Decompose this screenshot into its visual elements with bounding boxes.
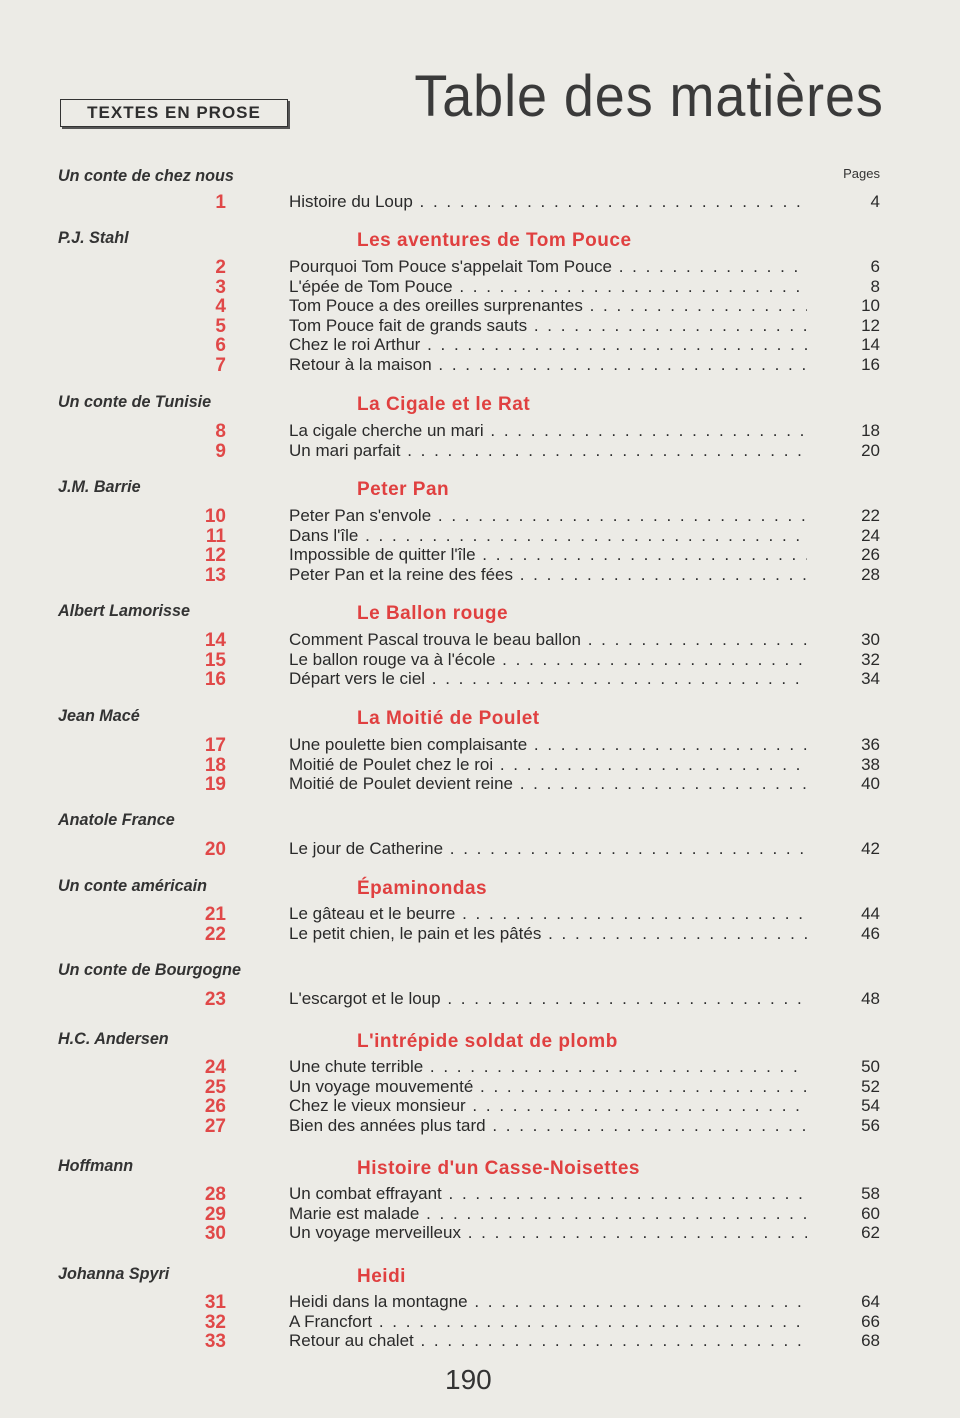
entry-list — [0, 839, 960, 859]
entry-title[interactable]: Le gâteau et le beurre . . . — [289, 904, 807, 924]
entry-number: 12 — [204, 545, 226, 566]
entry-number: 29 — [204, 1203, 226, 1225]
toc-entry[interactable] — [0, 1116, 960, 1136]
entry-page: 22 — [861, 506, 880, 525]
toc-entry[interactable] — [0, 630, 960, 650]
entry-number: 32 — [204, 1311, 226, 1333]
toc-entry[interactable] — [0, 924, 960, 944]
toc-entry[interactable] — [0, 316, 960, 336]
entry-number: 28 — [204, 1184, 226, 1205]
entry-page: 32 — [861, 649, 880, 669]
entry-list — [0, 257, 960, 374]
toc-entry[interactable] — [0, 989, 960, 1009]
author-name: J.M. Barrie — [58, 477, 141, 496]
entry-list — [0, 989, 960, 1009]
entry-title[interactable]: Tom Pouce fait de grands sauts . . . — [289, 316, 807, 336]
entry-title[interactable]: Moitié de Poulet chez le roi . . . — [289, 755, 807, 775]
toc-entry[interactable] — [0, 192, 960, 212]
entry-number: 4 — [215, 296, 226, 317]
story-title[interactable]: Épaminondas — [357, 878, 488, 899]
entry-title[interactable]: Heidi dans la montagne . . . — [289, 1292, 807, 1312]
story-title[interactable]: Heidi — [357, 1266, 406, 1287]
entry-page: 52 — [861, 1076, 880, 1096]
entry-title[interactable]: Un mari parfait . . . — [289, 441, 807, 461]
author-name: H.C. Andersen — [58, 1029, 169, 1048]
author-name: Albert Lamorisse — [58, 601, 190, 620]
entry-number: 8 — [215, 421, 226, 442]
entry-number: 30 — [204, 1223, 226, 1244]
entry-number: 25 — [204, 1076, 226, 1098]
toc-entry[interactable] — [0, 1184, 960, 1204]
toc-entry[interactable] — [0, 1204, 960, 1224]
toc-entry[interactable] — [0, 277, 960, 297]
toc-entry[interactable] — [0, 296, 960, 316]
page-number: 190 — [445, 1364, 492, 1395]
story-title[interactable]: Le Ballon rouge — [357, 603, 509, 624]
entry-title[interactable]: Un voyage mouvementé . . . — [289, 1077, 807, 1097]
toc-entry[interactable] — [0, 1096, 960, 1116]
entry-number: 19 — [204, 774, 226, 795]
entry-list — [0, 421, 960, 460]
entry-page: 56 — [861, 1115, 880, 1135]
entry-title[interactable]: Histoire du Loup . . . — [289, 192, 807, 212]
toc-entry[interactable] — [0, 565, 960, 585]
entry-number: 7 — [215, 354, 226, 376]
author-name: Un conte de Bourgogne — [58, 960, 242, 979]
entry-page: 34 — [861, 669, 880, 688]
entry-page: 30 — [861, 630, 880, 649]
toc-entry[interactable] — [0, 526, 960, 546]
entry-list — [0, 1184, 960, 1243]
story-title[interactable]: Histoire d'un Casse-Noisettes — [357, 1158, 640, 1179]
story-title[interactable]: La Cigale et le Rat — [357, 394, 531, 415]
toc-entry[interactable] — [0, 1292, 960, 1312]
entry-number: 22 — [204, 923, 226, 945]
author-name: Un conte de Tunisie — [58, 392, 212, 411]
entry-number: 18 — [204, 754, 226, 776]
entry-list — [0, 192, 960, 212]
entry-title[interactable]: Retour au chalet . . . — [289, 1331, 807, 1351]
entry-number: 3 — [215, 276, 226, 298]
entry-title[interactable]: Marie est malade . . . — [289, 1204, 807, 1224]
toc-entry[interactable] — [0, 755, 960, 775]
entry-page: 48 — [861, 989, 880, 1008]
author-name: Un conte américain — [58, 876, 207, 895]
entry-title[interactable]: L'escargot et le loup . . . — [289, 989, 807, 1009]
author-name: Un conte de chez nous — [58, 166, 234, 185]
toc-entry[interactable] — [0, 545, 960, 565]
entry-number: 5 — [215, 315, 226, 337]
entry-title[interactable]: Tom Pouce a des oreilles surprenantes . . . — [289, 296, 807, 316]
entry-number: 11 — [205, 525, 226, 547]
entry-page: 64 — [861, 1292, 880, 1311]
story-title[interactable]: Peter Pan — [357, 479, 450, 500]
entry-title[interactable]: Un voyage merveilleux . . . — [289, 1223, 807, 1243]
entry-list — [0, 1057, 960, 1135]
entry-page: 54 — [861, 1096, 880, 1115]
toc-entry[interactable] — [0, 650, 960, 670]
entry-list — [0, 506, 960, 584]
toc-entry[interactable] — [0, 1312, 960, 1332]
author-name: Johanna Spyri — [58, 1264, 170, 1283]
entry-title[interactable]: Chez le vieux monsieur . . . — [289, 1096, 807, 1116]
story-title[interactable]: L'intrépide soldat de plomb — [357, 1031, 618, 1052]
entry-number: 17 — [204, 735, 226, 756]
entry-number: 21 — [204, 904, 226, 925]
entry-page: 38 — [861, 754, 880, 774]
entry-title[interactable]: Bien des années plus tard . . . — [289, 1116, 807, 1136]
author-name: Jean Macé — [58, 706, 140, 725]
entry-page: 36 — [861, 735, 880, 754]
toc-entry[interactable] — [0, 257, 960, 277]
entry-page: 14 — [861, 335, 880, 354]
toc-entry[interactable] — [0, 774, 960, 794]
entry-title[interactable]: Dans l'île . . . — [289, 526, 807, 546]
toc-entry[interactable] — [0, 839, 960, 859]
entry-title[interactable]: Impossible de quitter l'île . . . — [289, 545, 807, 565]
entry-number: 23 — [204, 989, 226, 1010]
entry-page: 58 — [861, 1184, 880, 1203]
entry-title[interactable]: Une poulette bien complaisante . . . — [289, 735, 807, 755]
entry-page: 44 — [861, 904, 880, 923]
toc-entry[interactable] — [0, 421, 960, 441]
entry-number: 24 — [204, 1057, 226, 1078]
pages-column-label: Pages — [843, 166, 880, 181]
author-name: P.J. Stahl — [58, 228, 129, 247]
entry-page: 26 — [861, 545, 880, 564]
entry-number: 2 — [215, 257, 226, 278]
entry-page: 42 — [861, 839, 880, 858]
toc-entry[interactable] — [0, 669, 960, 689]
entry-number: 26 — [204, 1096, 226, 1117]
entry-number: 33 — [204, 1331, 226, 1352]
entry-number: 1 — [215, 192, 226, 213]
entry-title[interactable]: Peter Pan s'envole . . . — [289, 506, 807, 526]
toc-entry[interactable] — [0, 355, 960, 375]
entry-page: 10 — [861, 296, 880, 315]
entry-page: 62 — [861, 1223, 880, 1242]
entry-title[interactable]: L'épée de Tom Pouce . . . — [289, 277, 807, 297]
entry-number: 10 — [204, 506, 226, 527]
entry-title[interactable]: Pourquoi Tom Pouce s'appelait Tom Pouce . . . — [289, 257, 807, 277]
entry-list — [0, 1292, 960, 1351]
entry-title[interactable]: Chez le roi Arthur . . . — [289, 335, 807, 355]
entry-list — [0, 630, 960, 689]
entry-page: 16 — [861, 354, 880, 374]
author-name: Anatole France — [58, 810, 175, 829]
entry-title[interactable]: Moitié de Poulet devient reine . . . — [289, 774, 807, 794]
entry-title[interactable]: A Francfort . . . — [289, 1312, 807, 1332]
entry-number: 27 — [204, 1115, 226, 1137]
author-name: Hoffmann — [58, 1156, 134, 1175]
toc-entry[interactable] — [0, 1223, 960, 1243]
entry-page: 24 — [861, 525, 880, 545]
story-title[interactable]: La Moitié de Poulet — [357, 708, 540, 729]
entry-number: 14 — [204, 630, 226, 651]
entry-page: 28 — [861, 564, 880, 584]
entry-page: 12 — [861, 315, 880, 335]
section-label: TEXTES EN PROSE — [60, 99, 288, 127]
entry-page: 20 — [861, 440, 880, 460]
toc-entry[interactable] — [0, 904, 960, 924]
toc-entry[interactable] — [0, 1057, 960, 1077]
toc-entry[interactable] — [0, 441, 960, 461]
entry-number: 31 — [204, 1292, 226, 1313]
entry-title[interactable]: Le ballon rouge va à l'école . . . — [289, 650, 807, 670]
entry-number: 16 — [204, 669, 226, 690]
entry-title[interactable]: La cigale cherche un mari . . . — [289, 421, 807, 441]
entry-title[interactable]: Le jour de Catherine . . . — [289, 839, 807, 859]
entry-title[interactable]: Comment Pascal trouva le beau ballon . . . — [289, 630, 807, 650]
toc-entry[interactable] — [0, 1077, 960, 1097]
entry-number: 6 — [215, 335, 226, 356]
entry-number: 9 — [215, 440, 226, 462]
entry-title[interactable]: Le petit chien, le pain et les pâtés . . . — [289, 924, 807, 944]
toc-entry[interactable] — [0, 335, 960, 355]
toc-entry[interactable] — [0, 506, 960, 526]
entry-title[interactable]: Peter Pan et la reine des fées . . . — [289, 565, 807, 585]
entry-title[interactable]: Retour à la maison . . . — [289, 355, 807, 375]
toc-entry[interactable] — [0, 1331, 960, 1351]
entry-page: 6 — [870, 257, 880, 276]
entry-page: 60 — [861, 1203, 880, 1223]
entry-page: 46 — [861, 923, 880, 943]
entry-title[interactable]: Un combat effrayant . . . — [289, 1184, 807, 1204]
entry-page: 68 — [861, 1331, 880, 1350]
entry-number: 15 — [204, 649, 226, 671]
entry-title[interactable]: Départ vers le ciel . . . — [289, 669, 807, 689]
page-title: Table des matières — [414, 63, 884, 129]
entry-list — [0, 904, 960, 943]
entry-page: 40 — [861, 774, 880, 793]
entry-number: 20 — [204, 839, 226, 860]
story-title[interactable]: Les aventures de Tom Pouce — [357, 230, 632, 251]
toc-entry[interactable] — [0, 735, 960, 755]
entry-list — [0, 735, 960, 794]
entry-number: 13 — [204, 564, 226, 586]
entry-page: 50 — [861, 1057, 880, 1076]
entry-page: 66 — [861, 1311, 880, 1331]
entry-title[interactable]: Une chute terrible . . . — [289, 1057, 807, 1077]
entry-page: 8 — [870, 276, 880, 296]
entry-page: 18 — [861, 421, 880, 440]
entry-page: 4 — [870, 192, 880, 211]
